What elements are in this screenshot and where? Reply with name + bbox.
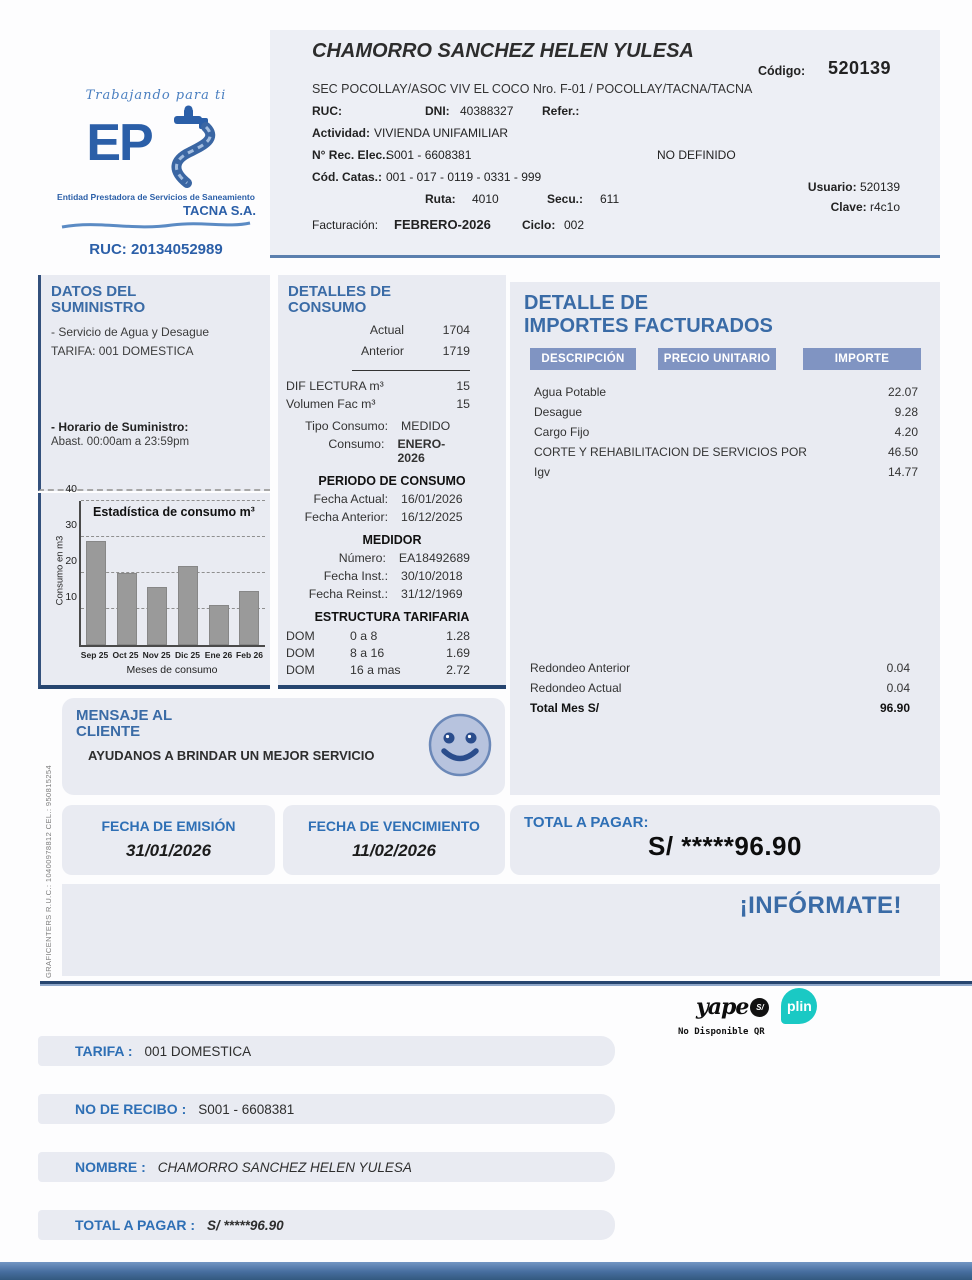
no-definido: NO DEFINIDO — [657, 148, 736, 162]
consumo-title-line2: CONSUMO — [288, 299, 367, 317]
item-amount: 0.04 — [886, 681, 910, 695]
facturacion-label: Facturación: — [312, 218, 379, 232]
volume-row-label: Volumen Fac m³ — [286, 397, 376, 412]
meter-row-value: 30/10/2018 — [401, 569, 463, 584]
bar — [239, 591, 259, 645]
item-description: Redondeo Actual — [530, 681, 622, 695]
meter-reading-row-label: Actual — [369, 323, 404, 338]
meter-row-value: EA18492689 — [398, 551, 470, 566]
chart-title: Estadística de consumo m³ — [93, 505, 255, 519]
meter-row-label: Fecha Reinst.: — [308, 587, 388, 602]
codigo-value: 520139 — [828, 58, 892, 78]
tariff-price: 1.69 — [446, 646, 470, 661]
ruta-label: Ruta: — [425, 192, 456, 206]
importes-title-line2: IMPORTES FACTURADOS — [524, 315, 773, 337]
item-amount: 96.90 — [879, 701, 910, 715]
footer-row-label: TARIFA : — [75, 1043, 133, 1059]
billed-item-row — [524, 402, 926, 422]
footer-row — [38, 1036, 615, 1066]
billed-item-row — [520, 658, 918, 678]
refer-label: Refer.: — [542, 104, 580, 118]
mensaje-title-line1: MENSAJE AL — [76, 707, 173, 724]
catastro-value: 001 - 017 - 0119 - 0331 - 999 — [386, 170, 542, 184]
x-tick-label: Dic 25 — [174, 650, 201, 660]
secu-label: Secu.: — [547, 192, 584, 206]
mensaje-title-line2: CLIENTE — [76, 723, 141, 741]
consumption-type-row-value: ENERO-2026 — [397, 437, 446, 466]
footer-row — [38, 1094, 615, 1124]
tariff-structure-row — [278, 629, 506, 643]
bar — [86, 541, 106, 645]
logo-company: TACNA S.A. — [183, 203, 256, 218]
tariff-type: DOM — [286, 629, 315, 644]
rec-elec-label: N° Rec. Elec.: — [312, 148, 390, 162]
y-tick-label: 10 — [65, 591, 77, 603]
item-amount: 0.04 — [886, 661, 910, 675]
grid-line — [81, 500, 265, 501]
grid-line — [81, 572, 265, 573]
item-description: Desague — [534, 405, 583, 419]
meter-row — [278, 569, 506, 583]
dni-label: DNI: — [425, 104, 450, 118]
consumption-type-row-value: MEDIDO — [401, 419, 451, 434]
usuario-value: 520139 — [859, 180, 900, 194]
due-date-label: FECHA DE VENCIMIENTO — [308, 818, 480, 834]
period-row — [278, 492, 506, 506]
item-amount: 22.07 — [887, 385, 918, 399]
logo-ruc: RUC: 20134052989 — [89, 241, 223, 258]
bar — [117, 573, 137, 645]
actividad-value: VIVIENDA UNIFAMILIAR — [374, 126, 509, 140]
chart-x-axis-label: Meses de consumo — [126, 664, 218, 676]
supply-data-section — [38, 275, 270, 491]
grid-line — [81, 608, 265, 609]
y-tick-label: 30 — [65, 519, 77, 531]
meter-reading-row-label: Anterior — [360, 344, 404, 359]
ciclo-label: Ciclo: — [522, 218, 556, 232]
informate-text: ¡INFÓRMATE! — [739, 892, 902, 919]
tariff-range: 16 a mas — [350, 663, 401, 678]
total-to-pay-value: S/ *****96.90 — [648, 831, 802, 861]
bottom-color-bar — [0, 1262, 972, 1280]
item-amount: 14.77 — [887, 465, 918, 479]
period-row-label: Fecha Anterior: — [304, 510, 388, 525]
reading-separator — [352, 370, 470, 371]
bar — [147, 587, 167, 645]
item-description: Igv — [534, 465, 551, 479]
volume-row — [278, 397, 506, 411]
billed-amounts-section — [510, 282, 940, 795]
issue-date-value: 31/01/2026 — [125, 841, 212, 860]
billed-item-row — [524, 382, 926, 402]
volume-row — [278, 379, 506, 393]
supply-title-line2: SUMINISTRO — [51, 299, 146, 317]
usuario-label: Usuario: — [807, 180, 857, 194]
period-row — [278, 510, 506, 524]
rec-elec-value: S001 - 6608381 — [386, 148, 472, 162]
facturacion-value: FEBRERO-2026 — [394, 217, 491, 232]
item-description: Cargo Fijo — [534, 425, 590, 439]
tariff-range: 8 a 16 — [350, 646, 385, 661]
clave-value: r4c1o — [869, 200, 900, 214]
item-description: Agua Potable — [534, 385, 607, 399]
medidor-title: MEDIDOR — [362, 533, 422, 548]
footer-row-value: S/ *****96.90 — [207, 1217, 284, 1233]
tariff-price: 1.28 — [446, 629, 470, 644]
x-tick-label: Nov 25 — [142, 650, 171, 660]
wave-icon — [40, 218, 272, 237]
customer-header — [270, 30, 940, 258]
logo-subtitle: Entidad Prestadora de Servicios de Saneamiento — [57, 192, 255, 202]
x-tick-label: Feb 26 — [236, 650, 263, 660]
meter-reading-row — [278, 323, 506, 337]
customer-message-text: AYUDANOS A BRINDAR UN MEJOR SERVICIO — [88, 748, 375, 764]
clave-label: Clave: — [830, 200, 867, 214]
tariff-type: DOM — [286, 663, 315, 678]
catastro-label: Cód. Catas.: — [312, 170, 383, 184]
secu-value: 611 — [600, 192, 620, 206]
actividad-label: Actividad: — [312, 126, 371, 140]
yape-logo: yape S/ — [696, 994, 769, 1020]
tariff-structure-row — [278, 663, 506, 677]
consumo-title-line1: DETALLES DE — [288, 283, 392, 300]
y-tick-label: 40 — [65, 483, 77, 495]
meter-row-label: Fecha Inst.: — [323, 569, 388, 584]
due-date-value: 11/02/2026 — [352, 841, 436, 860]
item-amount: 9.28 — [894, 405, 918, 419]
billed-item-row — [520, 698, 918, 718]
item-amount: 46.50 — [887, 445, 918, 459]
supply-title-line1: DATOS DEL — [51, 283, 137, 300]
meter-row — [278, 587, 506, 601]
informate-section — [62, 884, 940, 976]
printer-credit: GRAFICENTERS R.U.C.: 10400978812 CEL.: 950815254 — [44, 764, 53, 978]
footer-row-label: NOMBRE : — [75, 1159, 146, 1175]
consumption-details-section — [278, 275, 506, 689]
billed-item-row — [524, 442, 926, 462]
logo-brand-text: EP — [86, 114, 152, 172]
meter-reading-row-value: 1704 — [442, 323, 470, 338]
item-description: Redondeo Anterior — [530, 661, 631, 675]
faucet-road-icon — [152, 105, 226, 196]
footer-row-label: NO DE RECIBO : — [75, 1101, 187, 1117]
period-row-value: 16/12/2025 — [401, 510, 463, 525]
importes-title-line1: DETALLE DE — [524, 292, 649, 314]
billed-item-row — [520, 678, 918, 698]
consumption-type-row-label: Consumo: — [328, 437, 385, 452]
consumption-type-row — [278, 437, 506, 465]
dni-value: 40388327 — [460, 104, 514, 118]
qr-unavailable-text: No Disponible QR — [678, 1027, 765, 1037]
tariff-price: 2.72 — [446, 663, 470, 678]
tariff-structure-row — [278, 646, 506, 660]
consumption-chart-section — [38, 483, 270, 689]
meter-reading-row — [278, 344, 506, 358]
bar-chart-plot — [65, 483, 265, 647]
volume-row-value: 15 — [456, 397, 470, 412]
company-logo — [40, 88, 272, 258]
period-row-label: Fecha Actual: — [313, 492, 388, 507]
meter-row — [278, 551, 506, 565]
footer-row-label: TOTAL A PAGAR : — [75, 1217, 196, 1233]
column-header-precio-unitario: PRECIO UNITARIO — [658, 348, 776, 370]
volume-row-label: DIF LECTURA m³ — [286, 379, 384, 394]
due-date-box — [283, 805, 505, 875]
payment-methods — [678, 990, 838, 1037]
meter-row-label: Número: — [338, 551, 386, 566]
horario-value: Abast. 00:00am a 23:59pm — [51, 436, 190, 449]
bar — [178, 566, 198, 645]
issue-date-box — [62, 805, 275, 875]
footer-row-value: 001 DOMESTICA — [144, 1043, 252, 1059]
item-description: CORTE Y REHABILITACION DE SERVICIOS POR — [534, 445, 807, 459]
horario-label: - Horario de Suministro: — [51, 420, 189, 435]
footer-row — [38, 1210, 615, 1240]
tariff-range: 0 a 8 — [350, 629, 378, 644]
meter-reading-row-value: 1719 — [442, 344, 470, 359]
yape-currency-badge: S/ — [750, 998, 769, 1017]
footer-row — [38, 1152, 615, 1182]
customer-address: SEC POCOLLAY/ASOC VIV EL COCO Nro. F-01 / POCOLLAY/TACNA/TACNA — [312, 82, 753, 96]
x-tick-label: Sep 25 — [80, 650, 109, 660]
period-row-value: 16/01/2026 — [401, 492, 463, 507]
item-amount: 4.20 — [894, 425, 918, 439]
ciclo-value: 002 — [564, 218, 585, 232]
column-header-importe: IMPORTE — [803, 348, 921, 370]
chart-y-axis-label: Consumo en m3 — [54, 535, 66, 606]
chart-x-tick-labels — [79, 650, 265, 660]
volume-row-value: 15 — [456, 379, 470, 394]
customer-name: CHAMORRO SANCHEZ HELEN YULESA — [312, 40, 694, 62]
issue-date-label: FECHA DE EMISIÓN — [101, 818, 236, 834]
periodo-title: PERIODO DE CONSUMO — [318, 474, 466, 489]
section-divider — [40, 981, 972, 986]
customer-message-section — [62, 698, 505, 795]
y-tick-label: 20 — [65, 555, 77, 567]
logo-tagline: Trabajando para ti — [85, 88, 227, 103]
x-tick-label: Ene 26 — [204, 650, 233, 660]
footer-row-value: S001 - 6608381 — [198, 1101, 295, 1117]
ruta-value: 4010 — [472, 192, 499, 206]
grid-line — [81, 536, 265, 537]
total-to-pay-label: TOTAL A PAGAR: — [524, 814, 649, 831]
billed-item-row — [524, 422, 926, 442]
billed-item-row — [524, 462, 926, 482]
estructura-title: ESTRUCTURA TARIFARIA — [314, 610, 470, 625]
bar — [209, 605, 229, 645]
plin-logo: plin — [781, 988, 817, 1024]
ruc-label: RUC: — [312, 104, 342, 118]
item-description: Total Mes S/ — [530, 701, 600, 715]
codigo-label: Código: — [758, 64, 806, 78]
meter-row-value: 31/12/1969 — [401, 587, 463, 602]
column-header-descripcion: DESCRIPCIÓN — [530, 348, 636, 370]
service-type: - Servicio de Agua y Desague — [51, 325, 210, 340]
consumption-type-row — [278, 419, 506, 433]
footer-row-value: CHAMORRO SANCHEZ HELEN YULESA — [157, 1159, 412, 1175]
tariff-type: DOM — [286, 646, 315, 661]
consumption-type-row-label: Tipo Consumo: — [305, 419, 388, 434]
total-to-pay-box — [510, 805, 940, 875]
x-tick-label: Oct 25 — [112, 650, 139, 660]
smiley-face-icon — [427, 712, 493, 783]
tarifa-line: TARIFA: 001 DOMESTICA — [51, 344, 194, 359]
